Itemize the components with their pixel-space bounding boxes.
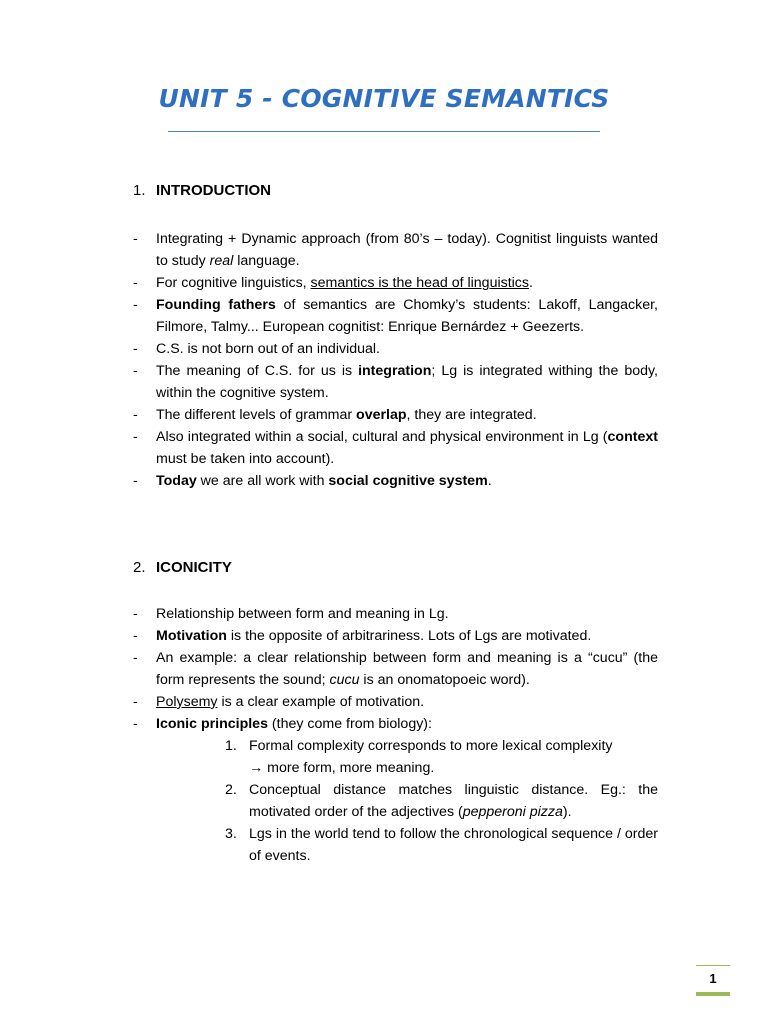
page-title: UNIT 5 - COGNITIVE SEMANTICS (158, 84, 610, 113)
list-item: 3. Lgs in the world tend to follow the chronological sequence / order of events. (225, 826, 658, 864)
page-number-box (696, 965, 730, 996)
list-item: - Today we are all work with social cognitive system. (133, 473, 492, 489)
list-item: - Founding fathers of semantics are Chomky’s students: Lakoff, Langacker, Filmore, Talmy... European cognitist: Enrique Bernárdez + Geezerts. (133, 297, 658, 335)
section-title: ICONICITY (156, 559, 232, 576)
section-number: 2. (133, 559, 146, 576)
list-item: - An example: a clear relationship between form and meaning is a “cucu” (the form represents the sound; cucu is an onomatopoeic word). (133, 650, 658, 688)
section-heading-introduction (133, 180, 271, 202)
list-item: - Motivation is the opposite of arbitrariness. Lots of Lgs are motivated. (133, 628, 592, 644)
list-item: - The meaning of C.S. for us is integration; Lg is integrated withing the body, within the cognitive system. (133, 363, 658, 401)
section-number: 1. (133, 182, 146, 199)
list-item: - Iconic principles (they come from biology): (133, 716, 432, 732)
introduction-list (133, 228, 658, 492)
list-item: 2. Conceptual distance matches linguistic distance. Eg.: the motivated order of the adjectives (pepperoni pizza). (225, 782, 658, 820)
list-item: - Relationship between form and meaning in Lg. (133, 606, 449, 622)
page-number: 1 (709, 971, 717, 986)
list-item: - For cognitive linguistics, semantics is the head of linguistics. (133, 275, 533, 291)
list-item: 1. Formal complexity corresponds to more lexical complexity → more form, more meaning. (225, 738, 613, 776)
list-item: - Polysemy is a clear example of motivation. (133, 694, 425, 710)
iconic-principles-list (133, 735, 658, 867)
section-heading-iconicity (133, 557, 232, 579)
iconicity-list (133, 603, 658, 735)
list-item: - The different levels of grammar overlap, they are integrated. (133, 407, 537, 423)
title-underline (168, 131, 600, 132)
page-number-bar (696, 992, 730, 996)
section-title: INTRODUCTION (156, 182, 271, 199)
list-item: - Also integrated within a social, cultural and physical environment in Lg (context must be taken into account). (133, 429, 658, 467)
list-item: - C.S. is not born out of an individual. (133, 341, 380, 357)
list-item: - Integrating + Dynamic approach (from 80’s – today). Cognitist linguists wanted to study real language. (133, 231, 658, 269)
